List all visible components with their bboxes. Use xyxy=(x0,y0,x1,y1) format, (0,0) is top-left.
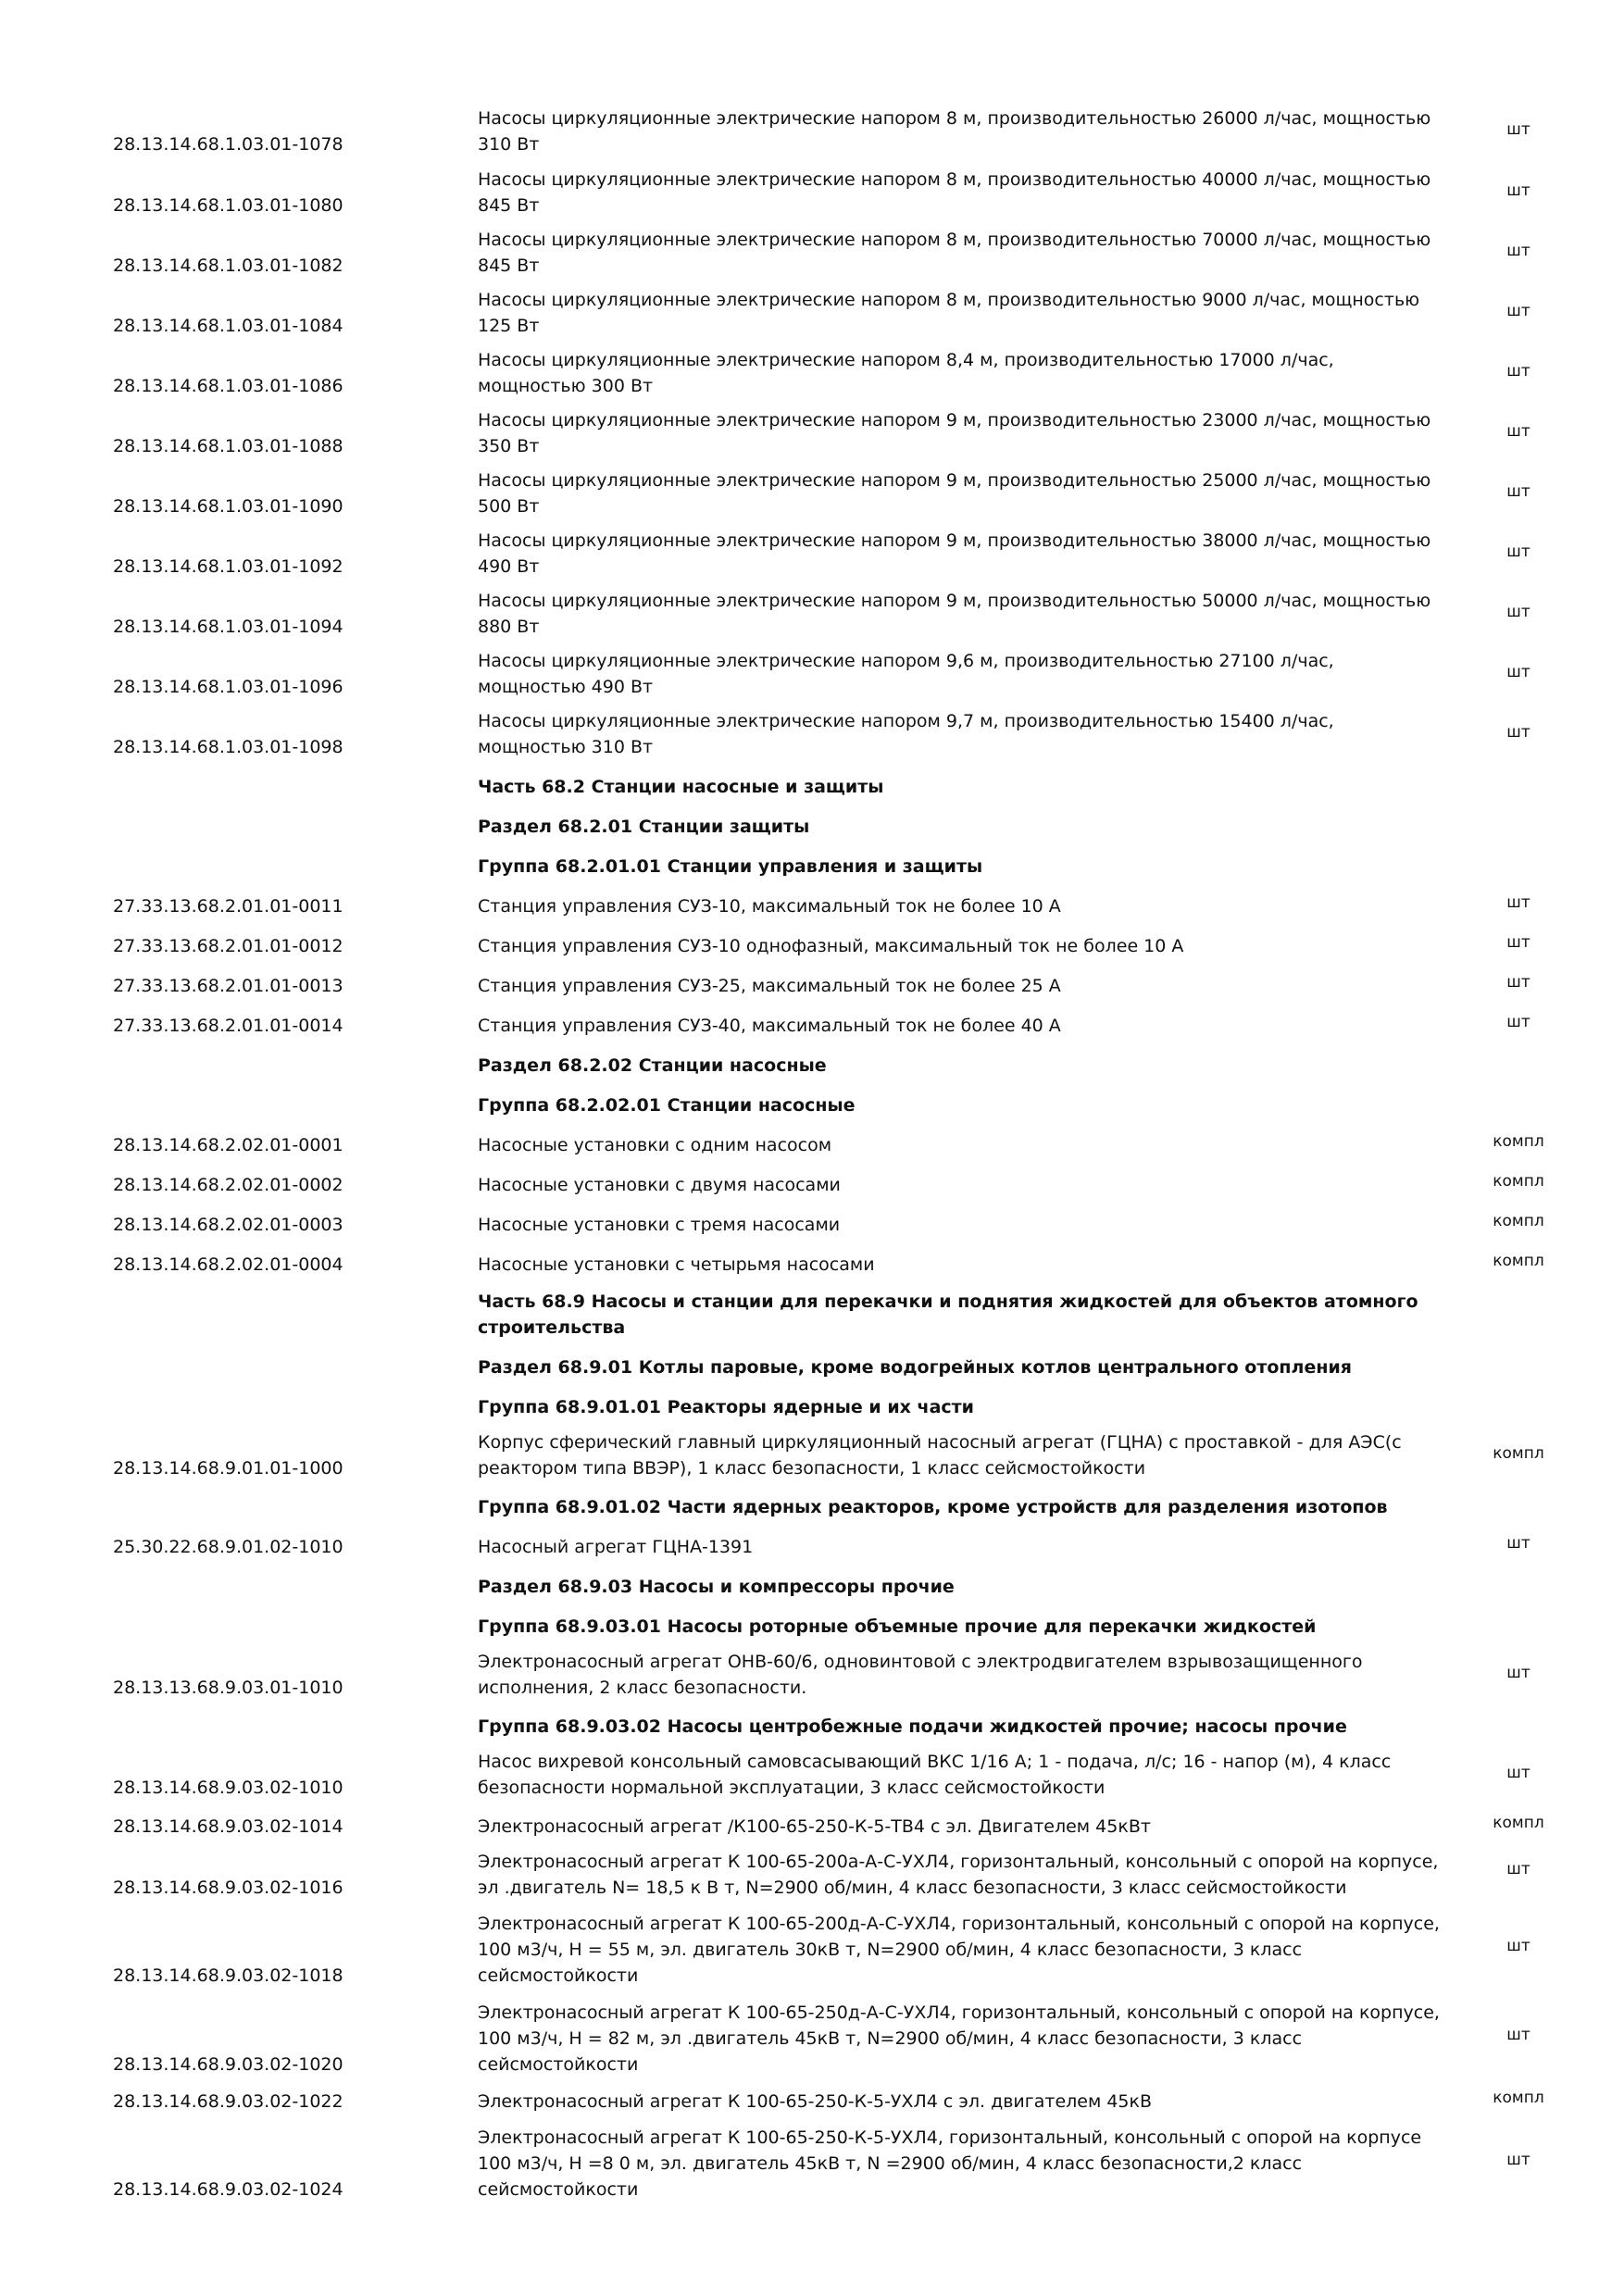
item-description: Электронасосный агрегат К 100-65-250-К-5-УХЛ4, горизонтальный, консольный с опорой на корпусе 100 м3/ч, Н =8 0 м, эл. двигатель 45кВ т, N =2900 об/мин, 4 класс безопасности,2 класс сейсмостойкости xyxy=(478,2128,1422,2200)
item-code: 28.13.14.68.2.02.01-0001 xyxy=(113,1135,344,1155)
group-heading: Группа 68.9.03.01 Насосы роторные объемные прочие для перекачки жидкостей xyxy=(478,1616,1317,1637)
section-heading xyxy=(0,774,1624,800)
group-heading: Группа 68.9.01.02 Части ядерных реакторов, кроме устройств для разделения изотопов xyxy=(478,1497,1388,1517)
item-unit: шт xyxy=(1506,973,1530,992)
item-description: Электронасосный агрегат /К100-65-250-К-5-ТВ4 с эл. Двигателем 45кВт xyxy=(478,1816,1151,1837)
item-description: Корпус сферический главный циркуляционный насосный агрегат (ГЦНА) с проставкой - для АЭС(с реактором типа ВВЭР), 1 класс безопасности, 1 класс сейсмостойкости xyxy=(478,1432,1402,1479)
section-heading xyxy=(0,1714,1624,1740)
item-description: Станция управления СУЗ-40, максимальный ток не более 40 А xyxy=(478,1016,1061,1036)
item-description: Насосы циркуляционные электрические напором 8 м, производительностью 26000 л/час, мощностью 310 Вт xyxy=(478,108,1431,155)
item-unit: компл xyxy=(1493,1444,1544,1463)
item-unit: шт xyxy=(1506,2026,1530,2044)
item-unit: шт xyxy=(1506,422,1530,441)
part-heading: Часть 68.9 Насосы и станции для перекачки и поднятия жидкостей для объектов атомного строительства xyxy=(478,1292,1418,1338)
item-unit: компл xyxy=(1493,1252,1544,1270)
table-row xyxy=(0,1649,1624,1701)
table-row xyxy=(0,1172,1624,1198)
item-code: 27.33.13.68.2.01.01-0013 xyxy=(113,976,344,996)
group-heading: Группа 68.2.02.01 Станции насосные xyxy=(478,1095,856,1116)
item-unit: шт xyxy=(1506,933,1530,952)
item-code: 28.13.14.68.1.03.01-1084 xyxy=(113,316,344,336)
item-code: 28.13.14.68.1.03.01-1096 xyxy=(113,677,344,697)
item-code: 27.33.13.68.2.01.01-0011 xyxy=(113,896,344,917)
item-code: 28.13.14.68.1.03.01-1098 xyxy=(113,737,344,757)
table-row xyxy=(0,588,1624,640)
section-heading xyxy=(0,1053,1624,1079)
table-row xyxy=(0,933,1624,959)
table-row xyxy=(0,1429,1624,1481)
table-row xyxy=(0,167,1624,218)
item-description: Электронасосный агрегат К 100-65-200д-А-С-УХЛ4, горизонтальный, консольный с опорой на корпусе, 100 м3/ч, Н = 55 м, эл. двигатель 30кВ т, N=2900 об/мин, 4 класс безопасности, 3 класс сейсмостойкости xyxy=(478,1914,1440,1986)
item-code: 28.13.14.68.1.03.01-1078 xyxy=(113,134,344,155)
section-heading-text: Раздел 68.2.02 Станции насосные xyxy=(478,1055,827,1076)
item-description: Насосные установки с тремя насосами xyxy=(478,1215,841,1235)
item-unit: шт xyxy=(1506,2151,1530,2169)
section-heading xyxy=(0,854,1624,880)
item-unit: шт xyxy=(1506,482,1530,501)
table-row xyxy=(0,468,1624,519)
item-description: Насосы циркуляционные электрические напором 9 м, производительностью 50000 л/час, мощностью 880 Вт xyxy=(478,591,1431,637)
section-heading xyxy=(0,814,1624,840)
item-unit: шт xyxy=(1506,1860,1530,1878)
table-row xyxy=(0,1749,1624,1801)
item-code: 28.13.14.68.9.03.02-1020 xyxy=(113,2054,344,2075)
item-code: 28.13.14.68.1.03.01-1090 xyxy=(113,496,344,517)
item-unit: шт xyxy=(1506,663,1530,681)
item-code: 27.33.13.68.2.01.01-0012 xyxy=(113,936,344,956)
table-row xyxy=(0,1849,1624,1901)
item-description: Станция управления СУЗ-25, максимальный ток не более 25 А xyxy=(478,976,1061,996)
item-unit: шт xyxy=(1506,1013,1530,1031)
table-row xyxy=(0,287,1624,339)
item-code: 28.13.13.68.9.03.01-1010 xyxy=(113,1678,344,1698)
item-unit: шт xyxy=(1506,1937,1530,1955)
item-code: 28.13.14.68.9.03.02-1016 xyxy=(113,1878,344,1898)
group-heading: Группа 68.9.03.02 Насосы центробежные подачи жидкостей прочие; насосы прочие xyxy=(478,1716,1347,1737)
item-code: 28.13.14.68.9.03.02-1024 xyxy=(113,2179,344,2200)
item-unit: шт xyxy=(1506,543,1530,561)
section-heading xyxy=(0,1394,1624,1420)
table-row xyxy=(0,1252,1624,1278)
table-row xyxy=(0,347,1624,399)
item-unit: шт xyxy=(1506,723,1530,742)
item-code: 28.13.14.68.9.03.02-1018 xyxy=(113,1965,344,1986)
section-heading-text: Раздел 68.9.01 Котлы паровые, кроме водогрейных котлов центрального отопления xyxy=(478,1357,1352,1378)
item-code: 28.13.14.68.1.03.01-1094 xyxy=(113,617,344,637)
table-row xyxy=(0,407,1624,459)
table-row xyxy=(0,1534,1624,1560)
item-unit: шт xyxy=(1506,242,1530,260)
item-unit: шт xyxy=(1506,120,1530,139)
item-unit: шт xyxy=(1506,181,1530,200)
table-row xyxy=(0,973,1624,999)
table-row xyxy=(0,1814,1624,1840)
item-description: Насосы циркуляционные электрические напором 8,4 м, производительностью 17000 л/час, мощностью 300 Вт xyxy=(478,350,1334,396)
item-description: Насосы циркуляционные электрические напором 8 м, производительностью 40000 л/час, мощностью 845 Вт xyxy=(478,169,1431,216)
section-heading-text: Раздел 68.2.01 Станции защиты xyxy=(478,817,810,837)
item-code: 28.13.14.68.9.03.02-1014 xyxy=(113,1816,344,1837)
item-description: Насос вихревой консольный самовсасывающий ВКС 1/16 А; 1 - подача, л/с; 16 - напор (м), 4 класс безопасности нормальной эксплуатации, 3 класс сейсмостойкости xyxy=(478,1752,1392,1798)
part-heading: Часть 68.2 Станции насосные и защиты xyxy=(478,777,884,797)
item-description: Станция управления СУЗ-10, максимальный ток не более 10 А xyxy=(478,896,1061,917)
item-description: Электронасосный агрегат К 100-65-200а-А-С-УХЛ4, горизонтальный, консольный с опорой на корпусе, эл .двигатель N= 18,5 к В т, N=2900 об/мин, 4 класс безопасности, 3 класс сейсмостойкости xyxy=(478,1852,1439,1898)
item-unit: компл xyxy=(1493,1814,1544,1832)
item-description: Насосы циркуляционные электрические напором 8 м, производительностью 9000 л/час, мощностью 125 Вт xyxy=(478,290,1420,336)
item-code: 28.13.14.68.2.02.01-0003 xyxy=(113,1215,344,1235)
item-unit: компл xyxy=(1493,2089,1544,2107)
item-description: Электронасосный агрегат ОНВ-60/6, одновинтовой с электродвигателем взрывозащищенного исполнения, 2 класс безопасности. xyxy=(478,1652,1363,1698)
item-description: Электронасосный агрегат К 100-65-250д-А-С-УХЛ4, горизонтальный, консольный с опорой на корпусе, 100 м3/ч, Н = 82 м, эл .двигатель 45кВ т, N=2900 об/мин, 4 класс безопасности, 3 класс сейсмостойкости xyxy=(478,2003,1440,2075)
item-description: Насосы циркуляционные электрические напором 9 м, производительностью 23000 л/час, мощностью 350 Вт xyxy=(478,410,1431,456)
item-unit: шт xyxy=(1506,362,1530,381)
section-heading xyxy=(0,1354,1624,1380)
table-row xyxy=(0,2089,1624,2115)
item-description: Насосные установки с двумя насосами xyxy=(478,1175,841,1195)
item-unit: компл xyxy=(1493,1212,1544,1230)
item-unit: шт xyxy=(1506,302,1530,320)
section-heading xyxy=(0,1574,1624,1600)
section-heading-text: Раздел 68.9.03 Насосы и компрессоры прочие xyxy=(478,1577,955,1597)
item-description: Насосный агрегат ГЦНА-1391 xyxy=(478,1537,754,1557)
table-row xyxy=(0,1132,1624,1158)
item-description: Насосы циркуляционные электрические напором 9 м, производительностью 25000 л/час, мощностью 500 Вт xyxy=(478,470,1431,517)
section-heading xyxy=(0,1289,1624,1341)
section-heading xyxy=(0,1614,1624,1640)
item-unit: шт xyxy=(1506,603,1530,621)
item-unit: шт xyxy=(1506,1664,1530,1682)
table-row xyxy=(0,1013,1624,1039)
table-row xyxy=(0,528,1624,580)
item-unit: компл xyxy=(1493,1132,1544,1151)
item-unit: шт xyxy=(1506,1764,1530,1782)
item-description: Насосные установки с четырьмя насосами xyxy=(478,1254,875,1275)
item-description: Насосы циркуляционные электрические напором 9,7 м, производительностью 15400 л/час, мощностью 310 Вт xyxy=(478,711,1334,757)
table-row xyxy=(0,648,1624,700)
item-description: Насосы циркуляционные электрические напором 8 м, производительностью 70000 л/час, мощностью 845 Вт xyxy=(478,230,1431,276)
item-code: 28.13.14.68.9.03.02-1010 xyxy=(113,1778,344,1798)
item-code: 28.13.14.68.9.03.02-1022 xyxy=(113,2091,344,2112)
item-code: 28.13.14.68.1.03.01-1086 xyxy=(113,376,344,396)
item-code: 28.13.14.68.1.03.01-1088 xyxy=(113,436,344,456)
item-description: Насосные установки с одним насосом xyxy=(478,1135,832,1155)
group-heading: Группа 68.9.01.01 Реакторы ядерные и их части xyxy=(478,1397,974,1417)
item-unit: шт xyxy=(1506,893,1530,912)
table-row xyxy=(0,893,1624,919)
item-code: 28.13.14.68.1.03.01-1080 xyxy=(113,195,344,216)
item-description: Насосы циркуляционные электрические напором 9,6 м, производительностью 27100 л/час, мощностью 490 Вт xyxy=(478,651,1334,697)
item-code: 25.30.22.68.9.01.02-1010 xyxy=(113,1537,344,1557)
table-row xyxy=(0,708,1624,760)
table-row xyxy=(0,2125,1624,2202)
item-description: Насосы циркуляционные электрические напором 9 м, производительностью 38000 л/час, мощностью 490 Вт xyxy=(478,530,1431,577)
item-code: 27.33.13.68.2.01.01-0014 xyxy=(113,1016,344,1036)
table-row xyxy=(0,2000,1624,2078)
item-unit: компл xyxy=(1493,1172,1544,1191)
item-code: 28.13.14.68.2.02.01-0004 xyxy=(113,1254,344,1275)
item-code: 28.13.14.68.1.03.01-1092 xyxy=(113,556,344,577)
table-row xyxy=(0,1911,1624,1989)
table-row xyxy=(0,1212,1624,1238)
section-heading xyxy=(0,1092,1624,1118)
item-code: 28.13.14.68.1.03.01-1082 xyxy=(113,256,344,276)
group-heading: Группа 68.2.01.01 Станции управления и защиты xyxy=(478,856,983,877)
item-description: Электронасосный агрегат К 100-65-250-К-5-УХЛ4 с эл. двигателем 45кВ xyxy=(478,2091,1153,2112)
item-description: Станция управления СУЗ-10 однофазный, максимальный ток не более 10 А xyxy=(478,936,1184,956)
section-heading xyxy=(0,1494,1624,1520)
item-unit: шт xyxy=(1506,1534,1530,1553)
table-row xyxy=(0,106,1624,157)
table-row xyxy=(0,227,1624,279)
item-code: 28.13.14.68.9.01.01-1000 xyxy=(113,1458,344,1479)
item-code: 28.13.14.68.2.02.01-0002 xyxy=(113,1175,344,1195)
